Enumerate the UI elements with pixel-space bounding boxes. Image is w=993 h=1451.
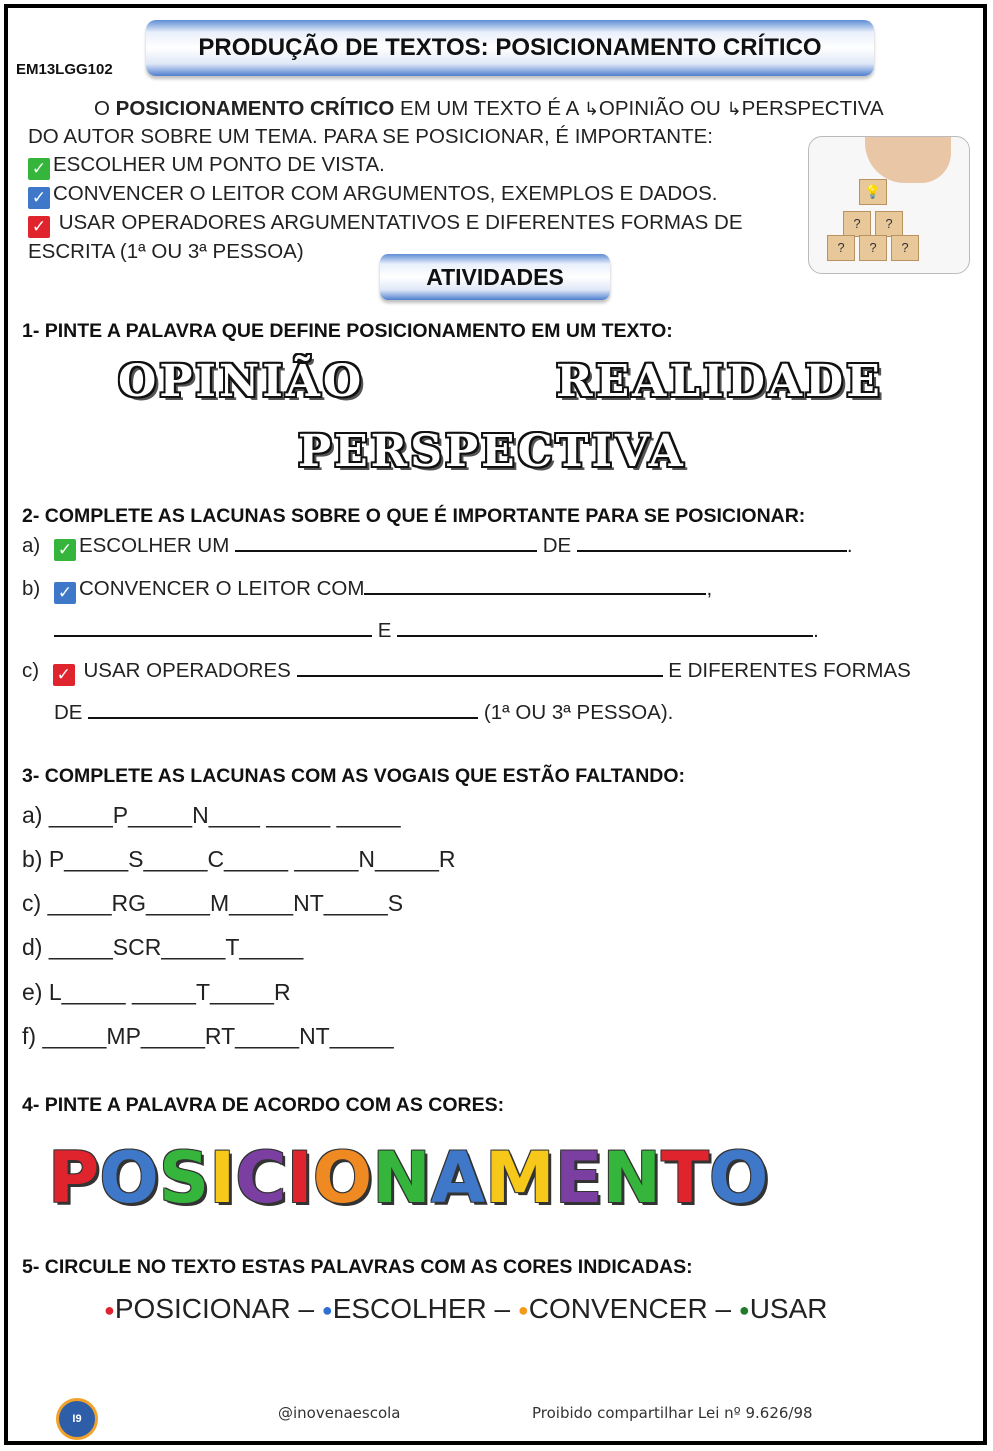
item-label: d) (22, 934, 43, 960)
activities-heading: ATIVIDADES (380, 254, 610, 300)
vowel-item-d[interactable] (22, 934, 303, 961)
turn-arrow-icon: ↳ (583, 99, 599, 119)
q2-a-text1: ESCOLHER UM (78, 534, 230, 557)
separator: – (707, 1293, 739, 1324)
q2-b-label: b) (22, 577, 41, 600)
q2-a-text2: DE (542, 534, 572, 557)
q2-b-end: . (813, 619, 819, 642)
blue-check-icon: ✓ (54, 582, 76, 604)
question-cube-icon: ? (891, 235, 919, 261)
colored-letter[interactable]: T (661, 1137, 709, 1219)
turn-arrow-icon: ↳ (726, 99, 742, 119)
hand-illustration (865, 137, 951, 183)
word-usar[interactable]: USAR (749, 1293, 828, 1324)
q2-item-c (22, 659, 911, 686)
question-cube-icon: ? (859, 235, 887, 261)
q2-item-b (22, 577, 712, 604)
vowel-item-e[interactable] (22, 979, 291, 1006)
item-label: b) (22, 846, 43, 872)
q5-prompt: 5- CIRCULE NO TEXTO ESTAS PALAVRAS COM AS CORES INDICADAS: (22, 1256, 693, 1278)
word-opiniao[interactable]: OPINIÃO (118, 356, 365, 407)
inove-logo: I9 (56, 1398, 98, 1440)
blue-drop-icon: ● (321, 1300, 333, 1320)
colored-letter[interactable]: O (99, 1137, 159, 1219)
q2-c-label: c) (22, 659, 40, 682)
blank-line[interactable] (54, 619, 372, 637)
colored-word-posicionamento[interactable] (48, 1138, 928, 1218)
blocks-photo (808, 136, 970, 274)
intro-line1-mid: EM UM TEXTO É A (394, 97, 584, 120)
q2-c-de: DE (54, 701, 83, 724)
colored-letter[interactable]: N (602, 1137, 662, 1219)
red-check-icon: ✓ (53, 664, 75, 686)
question-cube-icon: ? (827, 235, 855, 261)
question-cube-icon: ? (843, 211, 871, 237)
separator: – (486, 1293, 518, 1324)
q2-b-text1: CONVENCER O LEITOR COM (78, 577, 365, 600)
red-drop-icon: ● (104, 1300, 115, 1320)
blank-line[interactable] (397, 619, 813, 637)
item-label: c) (22, 890, 42, 916)
intro-opt2: PERSPECTIVA (741, 97, 884, 120)
q2-a-end: . (846, 534, 853, 557)
separator: – (290, 1293, 322, 1324)
word-escolher[interactable]: ESCOLHER (332, 1293, 487, 1324)
vowel-item-b[interactable] (22, 846, 456, 873)
q5-words (104, 1293, 828, 1325)
vowel-item-a[interactable] (22, 802, 401, 829)
footer-handle: @inovenaescola (278, 1404, 401, 1422)
blank-line[interactable] (88, 701, 478, 719)
colored-letter[interactable]: O (312, 1137, 373, 1219)
q2-prompt: 2- COMPLETE AS LACUNAS SOBRE O QUE É IMPORTANTE PARA SE POSICIONAR: (22, 505, 806, 527)
blank-line[interactable] (364, 577, 706, 595)
q2-a-label: a) (22, 534, 41, 557)
blue-check-icon: ✓ (28, 187, 50, 209)
intro-item1: ESCOLHER UM PONTO DE VISTA. (53, 153, 385, 176)
intro-item3-cont: ESCRITA (1ª OU 3ª PESSOA) (28, 240, 304, 263)
q2-item-b-cont (54, 619, 819, 643)
intro-item2: CONVENCER O LEITOR COM ARGUMENTOS, EXEMPLOS E DADOS. (53, 182, 718, 205)
green-check-icon: ✓ (28, 158, 50, 180)
vowel-item-f[interactable] (22, 1023, 394, 1050)
item-text: _____RG_____M_____NT_____S (47, 890, 404, 916)
q4-prompt: 4- PINTE A PALAVRA DE ACORDO COM AS CORES: (22, 1094, 505, 1116)
word-realidade[interactable]: REALIDADE (556, 356, 883, 407)
item-text: P_____S_____C_____ _____N_____R (48, 846, 456, 872)
colored-letter[interactable]: M (485, 1137, 555, 1219)
skill-code: EM13LGG102 (16, 61, 113, 78)
intro-text (28, 95, 884, 266)
green-drop-icon: ● (738, 1300, 750, 1320)
green-check-icon: ✓ (54, 539, 76, 561)
colored-letter[interactable]: E (554, 1137, 603, 1219)
colored-letter[interactable]: A (430, 1137, 486, 1219)
page-title: PRODUÇÃO DE TEXTOS: POSICIONAMENTO CRÍTICO (146, 20, 874, 76)
q2-c-text1: USAR OPERADORES (83, 659, 291, 682)
red-check-icon: ✓ (28, 216, 50, 238)
item-text: _____SCR_____T_____ (48, 934, 304, 960)
colored-letter[interactable]: I (209, 1137, 236, 1219)
q2-c-text3: (1ª OU 3ª PESSOA). (483, 701, 674, 724)
item-label: a) (22, 802, 43, 828)
lightbulb-cube-icon: 💡 (859, 179, 887, 205)
blank-line[interactable] (297, 659, 663, 677)
colored-letter[interactable]: S (158, 1137, 210, 1219)
question-cube-icon: ? (875, 211, 903, 237)
colored-letter[interactable]: O (708, 1137, 769, 1219)
vowel-item-c[interactable] (22, 890, 403, 917)
intro-item3: USAR OPERADORES ARGUMENTATIVOS E DIFERENTES FORMAS DE (53, 211, 743, 234)
q1-prompt: 1- PINTE A PALAVRA QUE DEFINE POSICIONAMENTO EM UM TEXTO: (22, 320, 673, 342)
footer-law: Proibido compartilhar Lei nº 9.626/98 (532, 1404, 813, 1422)
q2-c-text2: E DIFERENTES FORMAS (668, 659, 911, 682)
q2-item-c-cont (54, 701, 673, 725)
intro-line1-bold: POSICIONAMENTO CRÍTICO (115, 97, 395, 120)
word-perspectiva[interactable]: PERSPECTIVA (298, 426, 686, 477)
blank-line[interactable] (577, 534, 847, 552)
q2-b-and: E (377, 619, 392, 642)
q3-prompt: 3- COMPLETE AS LACUNAS COM AS VOGAIS QUE ESTÃO FALTANDO: (22, 765, 686, 787)
item-text: L_____ _____T_____R (48, 979, 291, 1005)
item-label: e) (22, 979, 43, 1005)
intro-opt1: OPINIÃO OU (598, 97, 727, 120)
word-convencer[interactable]: CONVENCER (528, 1293, 708, 1324)
colored-letter[interactable]: I (286, 1137, 313, 1219)
q2-b-comma: , (706, 577, 713, 600)
intro-line1-pre: O (94, 97, 116, 120)
word-posicionar[interactable]: POSICIONAR (114, 1293, 291, 1324)
colored-letter[interactable]: N (372, 1137, 431, 1219)
orange-drop-icon: ● (517, 1300, 529, 1320)
item-label: f) (22, 1023, 37, 1049)
q2-item-a (22, 534, 853, 561)
blank-line[interactable] (235, 534, 537, 552)
item-text: _____P_____N____ _____ _____ (48, 802, 401, 828)
colored-letter[interactable]: C (235, 1137, 287, 1219)
item-text: _____MP_____RT_____NT_____ (42, 1023, 394, 1049)
colored-letter[interactable]: P (48, 1137, 100, 1219)
intro-line2: DO AUTOR SOBRE UM TEMA. PARA SE POSICIONAR, É IMPORTANTE: (28, 125, 713, 148)
